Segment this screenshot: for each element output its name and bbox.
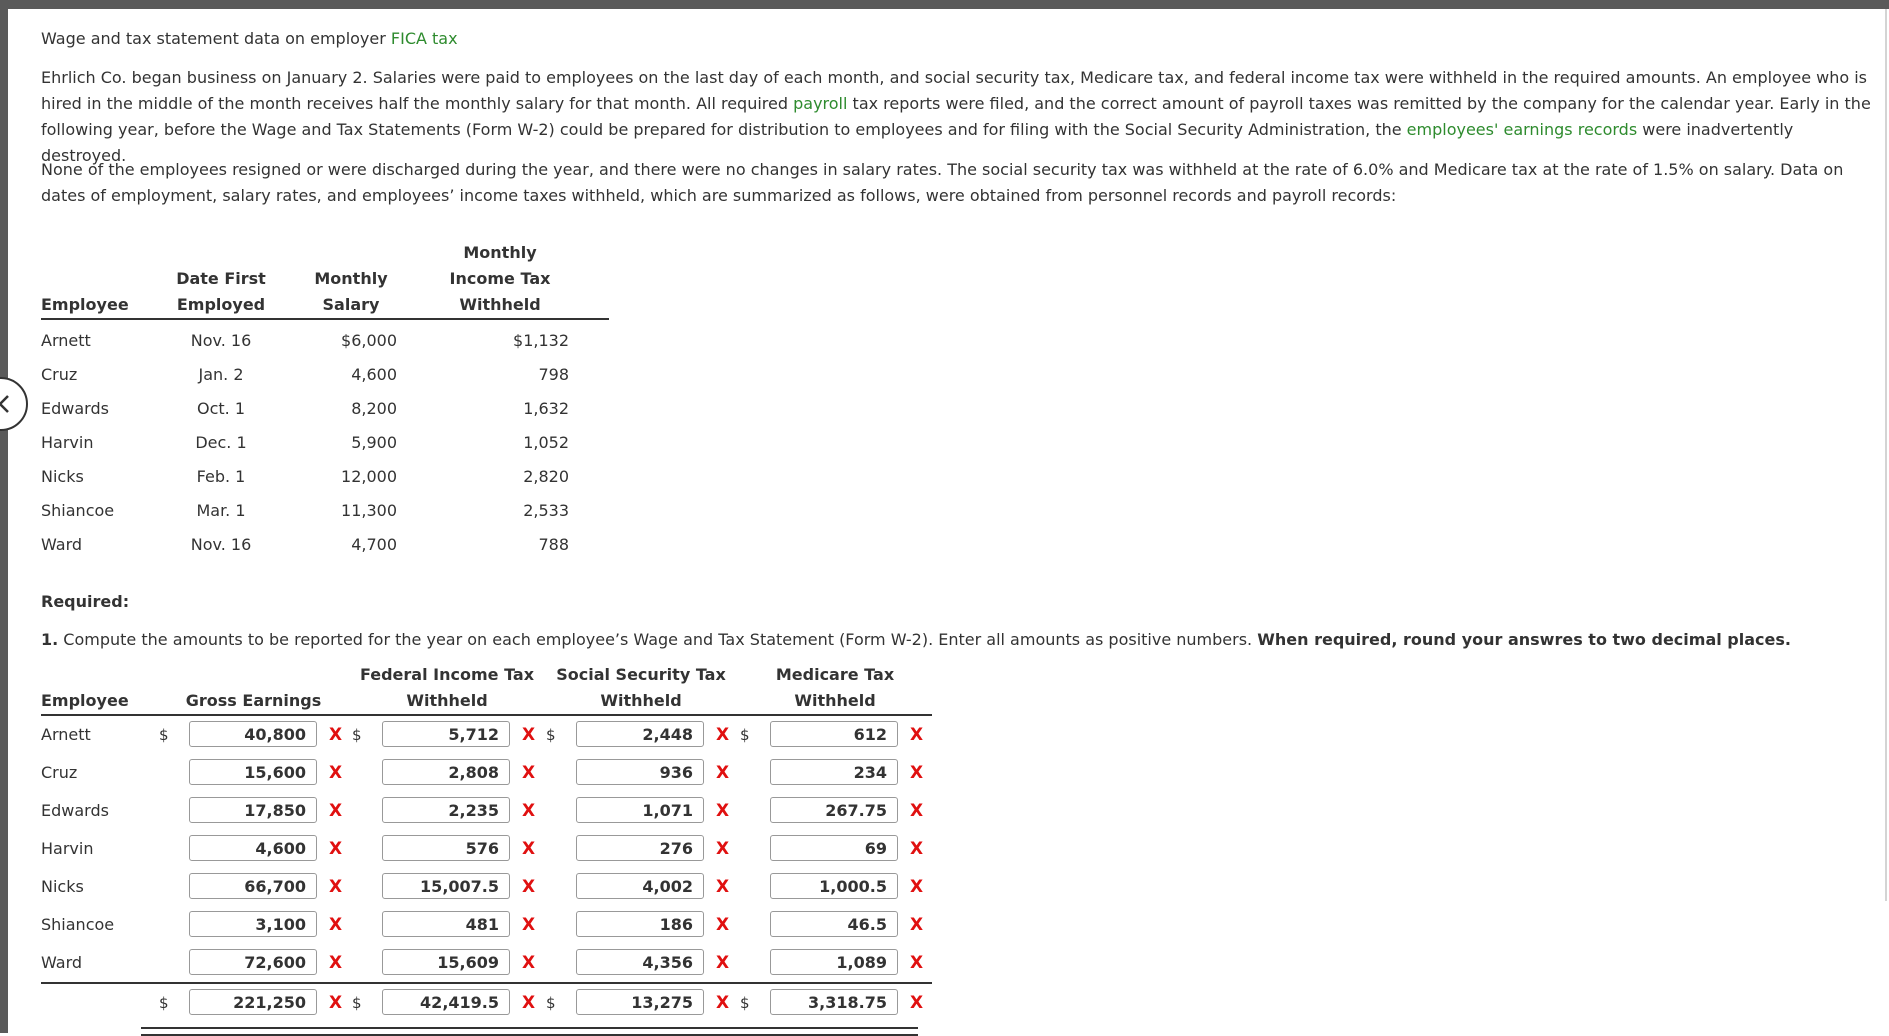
- federal-income-tax-cell: [350, 944, 544, 983]
- currency-symbol: $: [352, 994, 362, 1012]
- employee-name: Cruz: [41, 365, 78, 384]
- medicare-tax-input[interactable]: 1,089: [770, 949, 898, 975]
- currency-symbol: $: [546, 726, 556, 744]
- total-double-underline: [141, 1027, 918, 1036]
- gross-earnings-cell: [157, 868, 350, 906]
- monthly-salary: 5,900: [351, 433, 397, 452]
- monthly-salary: 12,000: [341, 467, 397, 486]
- medicare-tax-cell: [738, 754, 932, 792]
- incorrect-icon: X: [329, 915, 343, 935]
- employee-name: Harvin: [41, 839, 94, 858]
- left-frame-bar: [0, 9, 8, 1033]
- total-federal-income-tax-cell: [350, 983, 544, 1022]
- social-security-tax-input[interactable]: 4,356: [576, 949, 704, 975]
- medicare-tax-cell: [738, 944, 932, 983]
- incorrect-icon: X: [910, 839, 924, 859]
- social-security-tax-cell: [544, 754, 738, 792]
- incorrect-icon: X: [522, 877, 536, 897]
- social-security-tax-input[interactable]: 2,448: [576, 721, 704, 747]
- incorrect-icon: X: [522, 839, 536, 859]
- incorrect-icon: X: [910, 993, 924, 1013]
- medicare-tax-input[interactable]: 69: [770, 835, 898, 861]
- employee-row: [41, 426, 609, 460]
- date-first-employed: Nov. 16: [190, 331, 252, 350]
- medicare-tax-input[interactable]: 46.5: [770, 911, 898, 937]
- employee-data-table: [41, 240, 609, 562]
- monthly-income-tax: 2,533: [523, 501, 569, 520]
- incorrect-icon: X: [910, 725, 924, 745]
- employee-name: Shiancoe: [41, 501, 115, 520]
- gross-earnings-input[interactable]: 17,850: [189, 797, 317, 823]
- employee-row: [41, 319, 609, 358]
- header-monthly-income-tax: Monthly Income Tax Withheld: [411, 240, 609, 319]
- fica-tax-link[interactable]: FICA tax: [390, 29, 458, 48]
- employee-name: Arnett: [41, 331, 91, 350]
- employee-name: Shiancoe: [41, 915, 115, 934]
- employee-name: Nicks: [41, 877, 84, 896]
- incorrect-icon: X: [522, 953, 536, 973]
- social-security-tax-input[interactable]: 186: [576, 911, 704, 937]
- gross-earnings-input[interactable]: 15,600: [189, 759, 317, 785]
- incorrect-icon: X: [329, 953, 343, 973]
- federal-income-tax-cell: [350, 830, 544, 868]
- employee-name: Harvin: [41, 433, 94, 452]
- problem-title: [41, 26, 458, 52]
- employee-name: Arnett: [41, 725, 91, 744]
- gross-earnings-input[interactable]: 4,600: [189, 835, 317, 861]
- federal-income-tax-input[interactable]: 15,007.5: [382, 873, 510, 899]
- currency-symbol: $: [352, 726, 362, 744]
- currency-symbol: $: [159, 726, 169, 744]
- question-text: Compute the amounts to be reported for the year on each employee’s Wage and Tax Statement (Form W-2). Enter all amounts as positive numbers.: [58, 630, 1258, 649]
- incorrect-icon: X: [329, 839, 343, 859]
- monthly-salary: 4,700: [351, 535, 397, 554]
- intro-text-2: tax reports were filed, and the correct amount of payroll taxes was remitted by the company for the calendar year. Early in the following year, before the Wage and Tax Statements (Form W-2) could be prepared for distribution to employees and for filing with the Social Security Administration, the: [41, 94, 1871, 139]
- scrollbar-track[interactable]: [1885, 9, 1887, 901]
- w2-answer-table: [41, 662, 932, 1022]
- top-frame-bar: [0, 0, 1889, 9]
- currency-symbol: $: [546, 994, 556, 1012]
- total-gross-earnings-cell: [157, 983, 350, 1022]
- header-medicare-tax: Medicare Tax Withheld: [738, 662, 932, 715]
- medicare-tax-input[interactable]: 612: [770, 721, 898, 747]
- federal-income-tax-cell: [350, 906, 544, 944]
- totals-label: [41, 983, 157, 1022]
- date-first-employed: Dec. 1: [195, 433, 247, 452]
- intro-text-3: were inadvertently destroyed.: [41, 120, 1794, 165]
- total-social-security-tax-cell: [544, 983, 738, 1022]
- incorrect-icon: X: [716, 839, 730, 859]
- currency-symbol: $: [159, 994, 169, 1012]
- header-monthly-salary: Monthly Salary: [291, 240, 411, 319]
- federal-income-tax-cell: [350, 715, 544, 754]
- employee-name: Edwards: [41, 399, 109, 418]
- header-employee: Employee: [41, 240, 151, 319]
- currency-symbol: $: [740, 726, 750, 744]
- gross-earnings-input[interactable]: 72,600: [189, 949, 317, 975]
- medicare-tax-cell: [738, 868, 932, 906]
- social-security-tax-cell: [544, 792, 738, 830]
- gross-earnings-cell: [157, 906, 350, 944]
- incorrect-icon: X: [329, 801, 343, 821]
- incorrect-icon: X: [329, 763, 343, 783]
- monthly-income-tax: $1,132: [513, 331, 569, 350]
- chevron-left-icon: [0, 394, 10, 414]
- medicare-tax-input[interactable]: 267.75: [770, 797, 898, 823]
- intro-paragraph: [41, 65, 1876, 169]
- social-security-tax-cell: [544, 715, 738, 754]
- incorrect-icon: X: [910, 763, 924, 783]
- medicare-tax-input[interactable]: 234: [770, 759, 898, 785]
- answer-row: [41, 830, 932, 868]
- answer-row: [41, 906, 932, 944]
- gross-earnings-input[interactable]: 40,800: [189, 721, 317, 747]
- monthly-salary: 4,600: [351, 365, 397, 384]
- social-security-tax-input[interactable]: 1,071: [576, 797, 704, 823]
- required-label: Required:: [41, 592, 130, 611]
- medicare-tax-cell: [738, 792, 932, 830]
- social-security-tax-cell: [544, 830, 738, 868]
- gross-earnings-cell: [157, 754, 350, 792]
- employee-name: Nicks: [41, 467, 84, 486]
- total-gross-earnings-input[interactable]: 221,250: [189, 989, 317, 1015]
- medicare-tax-cell: [738, 906, 932, 944]
- header-date-first-employed: Date First Employed: [151, 240, 291, 319]
- medicare-tax-cell: [738, 715, 932, 754]
- social-security-tax-input[interactable]: 936: [576, 759, 704, 785]
- question-number: 1.: [41, 630, 59, 649]
- medicare-tax-input[interactable]: 1,000.5: [770, 873, 898, 899]
- total-federal-income-tax-input[interactable]: 42,419.5: [382, 989, 510, 1015]
- federal-income-tax-cell: [350, 868, 544, 906]
- data-paragraph: None of the employees resigned or were discharged during the year, and there were no changes in salary rates. The social security tax was withheld at the rate of 6.0% and Medicare tax at the rate of 1.5% on salary. Data on dates of employment, salary rates, and employees’ income taxes withheld, which are summarized as follows, were obtained from personnel records and payroll records:: [41, 160, 1844, 205]
- total-medicare-tax-cell: [738, 983, 932, 1022]
- incorrect-icon: X: [716, 763, 730, 783]
- federal-income-tax-input[interactable]: 2,808: [382, 759, 510, 785]
- title-text: Wage and tax statement data on employer: [41, 29, 391, 48]
- incorrect-icon: X: [716, 993, 730, 1013]
- monthly-salary: 8,200: [351, 399, 397, 418]
- employee-row: [41, 494, 609, 528]
- incorrect-icon: X: [716, 801, 730, 821]
- date-first-employed: Nov. 16: [190, 535, 252, 554]
- totals-row: [41, 983, 932, 1022]
- social-security-tax-cell: [544, 906, 738, 944]
- answer-row: [41, 944, 932, 983]
- monthly-income-tax: 1,632: [523, 399, 569, 418]
- intro-text-1: Ehrlich Co. began business on January 2. Salaries were paid to employees on the last day of each month, and social security tax, Medicare tax, and federal income tax were withheld in the required amounts. An employee who is hired in the middle of the month receives half the monthly salary for that month. All required: [41, 68, 1867, 113]
- payroll-link[interactable]: payroll: [793, 94, 848, 113]
- incorrect-icon: X: [522, 801, 536, 821]
- incorrect-icon: X: [716, 915, 730, 935]
- currency-symbol: $: [740, 994, 750, 1012]
- federal-income-tax-input[interactable]: 576: [382, 835, 510, 861]
- date-first-employed: Mar. 1: [196, 501, 246, 520]
- employee-row: [41, 392, 609, 426]
- employee-name: Edwards: [41, 801, 109, 820]
- employee-row: [41, 460, 609, 494]
- social-security-tax-input[interactable]: 276: [576, 835, 704, 861]
- gross-earnings-input[interactable]: 3,100: [189, 911, 317, 937]
- answer-row: [41, 792, 932, 830]
- monthly-income-tax: 788: [538, 535, 569, 554]
- social-security-tax-cell: [544, 868, 738, 906]
- header-employee-2: Employee: [41, 662, 157, 715]
- employee-name: Ward: [41, 953, 83, 972]
- medicare-tax-cell: [738, 830, 932, 868]
- incorrect-icon: X: [522, 915, 536, 935]
- gross-earnings-cell: [157, 792, 350, 830]
- monthly-income-tax: 1,052: [523, 433, 569, 452]
- incorrect-icon: X: [329, 993, 343, 1013]
- question-instruction: When required, round your answres to two decimal places.: [1257, 630, 1791, 649]
- gross-earnings-cell: [157, 944, 350, 983]
- monthly-income-tax: 798: [538, 365, 569, 384]
- incorrect-icon: X: [716, 953, 730, 973]
- incorrect-icon: X: [910, 953, 924, 973]
- header-federal-income-tax: Federal Income Tax Withheld: [350, 662, 544, 715]
- incorrect-icon: X: [910, 801, 924, 821]
- incorrect-icon: X: [522, 725, 536, 745]
- header-gross-earnings: Gross Earnings: [157, 662, 350, 715]
- header-social-security-tax: Social Security Tax Withheld: [544, 662, 738, 715]
- federal-income-tax-cell: [350, 754, 544, 792]
- monthly-salary: $6,000: [341, 331, 397, 350]
- incorrect-icon: X: [716, 725, 730, 745]
- employee-row: [41, 358, 609, 392]
- earnings-records-link[interactable]: employees' earnings records: [1406, 120, 1638, 139]
- employee-name: Ward: [41, 535, 83, 554]
- incorrect-icon: X: [329, 877, 343, 897]
- incorrect-icon: X: [716, 877, 730, 897]
- previous-button[interactable]: [0, 377, 28, 431]
- answer-row: [41, 868, 932, 906]
- incorrect-icon: X: [522, 993, 536, 1013]
- gross-earnings-cell: [157, 830, 350, 868]
- gross-earnings-cell: [157, 715, 350, 754]
- federal-income-tax-input[interactable]: 5,712: [382, 721, 510, 747]
- employee-row: [41, 528, 609, 562]
- federal-income-tax-input[interactable]: 15,609: [382, 949, 510, 975]
- answer-row: [41, 754, 932, 792]
- federal-income-tax-input[interactable]: 481: [382, 911, 510, 937]
- employee-name: Cruz: [41, 763, 78, 782]
- social-security-tax-input[interactable]: 4,002: [576, 873, 704, 899]
- gross-earnings-input[interactable]: 66,700: [189, 873, 317, 899]
- incorrect-icon: X: [910, 915, 924, 935]
- federal-income-tax-cell: [350, 792, 544, 830]
- answer-row: [41, 715, 932, 754]
- monthly-income-tax: 2,820: [523, 467, 569, 486]
- incorrect-icon: X: [910, 877, 924, 897]
- incorrect-icon: X: [329, 725, 343, 745]
- date-first-employed: Feb. 1: [196, 467, 246, 486]
- social-security-tax-cell: [544, 944, 738, 983]
- monthly-salary: 11,300: [341, 501, 397, 520]
- total-medicare-tax-input[interactable]: 3,318.75: [770, 989, 898, 1015]
- incorrect-icon: X: [522, 763, 536, 783]
- total-social-security-tax-input[interactable]: 13,275: [576, 989, 704, 1015]
- federal-income-tax-input[interactable]: 2,235: [382, 797, 510, 823]
- question-1: [41, 627, 1791, 653]
- date-first-employed: Jan. 2: [198, 365, 244, 384]
- date-first-employed: Oct. 1: [196, 399, 245, 418]
